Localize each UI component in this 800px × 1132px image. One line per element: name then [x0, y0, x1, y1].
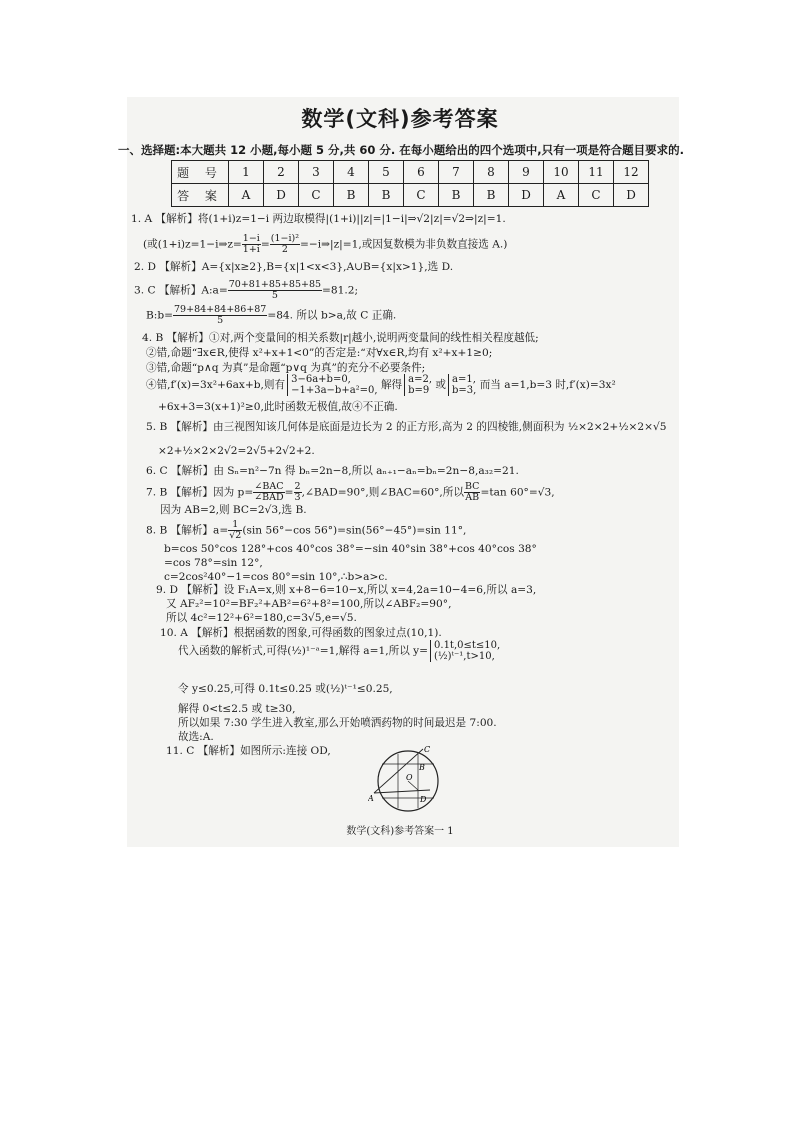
question-number: 4 — [334, 161, 369, 184]
question-number: 11 — [579, 161, 614, 184]
solution-q8-line3: =cos 78°=sin 12°, — [164, 557, 263, 569]
text: (或(1+i)z=1−i⇒z= — [143, 238, 242, 251]
solution-q9-line2: 又 AF₂²=10²=BF₂²+AB²=6²+8²=100,所以∠ABF₂=90°, — [166, 598, 452, 610]
text: 或 — [435, 379, 447, 391]
denominator: 1+i — [242, 244, 260, 255]
label-a: A — [368, 794, 374, 803]
solution-q1-line1: 1. A 【解析】将(1+i)z=1−i 两边取模得|(1+i)||z|=|1−i|⇒√2|z|=√2⇒|z|=1. — [131, 213, 506, 225]
text: ④错,f′(x)=3x²+6ax+b,则有 — [146, 379, 286, 391]
solution-q8-line1 — [146, 520, 466, 541]
answer-cell: A — [229, 184, 264, 207]
question-number: 5 — [369, 161, 404, 184]
denominator: 2 — [281, 244, 288, 255]
denominator: 5 — [271, 290, 278, 301]
solution-q3-line1 — [134, 280, 358, 301]
numerator: (1−i)² — [270, 233, 299, 244]
equation: b=9 — [408, 385, 430, 396]
solution-q3-line2 — [146, 305, 396, 326]
question-number: 2 — [264, 161, 299, 184]
answer-cell: B — [334, 184, 369, 207]
solution-q4-line5: +6x+3=3(x+1)²≥0,此时函数无极值,故④不正确. — [158, 401, 398, 413]
fraction — [294, 482, 302, 503]
equation-system — [287, 374, 378, 396]
answer-cell: D — [614, 184, 649, 207]
text: (sin 56°−cos 56°)=sin(56°−45°)=sin 11°, — [242, 524, 467, 537]
numerator: ∠BAC — [254, 481, 284, 492]
text: 解得 — [380, 379, 403, 391]
numerator: 2 — [294, 481, 301, 492]
question-number: 7 — [439, 161, 474, 184]
question-number: 6 — [404, 161, 439, 184]
fraction — [228, 520, 242, 541]
text: = — [260, 238, 270, 251]
numerator: 79+84+84+86+87 — [174, 304, 267, 315]
solution-q1-line2 — [143, 234, 507, 255]
answer-table — [171, 160, 649, 207]
text: 7. B 【解析】因为 p= — [146, 486, 254, 499]
numerator: 70+81+85+85+85 — [228, 279, 322, 290]
numerator: BC — [465, 481, 480, 492]
answer-table-answer-row — [172, 184, 649, 207]
answer-cell: B — [439, 184, 474, 207]
solution-q4-line1: 4. B 【解析】①对,两个变量间的相关系数|r|越小,说明两变量间的线性相关程度越低; — [142, 332, 539, 344]
answer-cell: C — [579, 184, 614, 207]
text: 8. B 【解析】a= — [146, 524, 229, 537]
fraction — [253, 482, 284, 503]
solution-q9-line1: 9. D 【解析】设 F₁A=x,则 x+8−6=10−x,所以 x=4,2a=10−4=6,所以 a=3, — [156, 584, 537, 596]
denominator: 3 — [294, 492, 301, 503]
denominator: 5 — [217, 315, 224, 326]
solution-q2: 2. D 【解析】A={x|x≥2},B={x|1<x<3},A∪B={x|x>1},选 D. — [134, 261, 454, 273]
equation: −1+3a−b+a²=0, — [291, 385, 378, 396]
label-b: B — [419, 763, 425, 772]
answer-cell: B — [369, 184, 404, 207]
solution-set — [448, 374, 476, 396]
piecewise-function — [430, 640, 500, 662]
solution-q10-line2 — [178, 640, 500, 662]
equation: b=3, — [452, 385, 477, 396]
fraction — [464, 482, 480, 503]
question-number: 3 — [299, 161, 334, 184]
answer-table-number-row — [172, 161, 649, 184]
text: 而当 a=1,b=3 时,f′(x)=3x² — [479, 379, 616, 391]
solution-q4-line3: ③错,命题“p∧q 为真”是命题“p∨q 为真”的充分不必要条件; — [146, 362, 426, 374]
text: = — [284, 486, 294, 499]
row-label-answer: 答 案 — [172, 184, 229, 207]
solution-q6: 6. C 【解析】由 Sₙ=n²−7n 得 bₙ=2n−8,所以 aₙ₊₁−aₙ=bₙ=2n−8,a₃₂=21. — [146, 465, 519, 477]
solution-q10-line3: 令 y≤0.25,可得 0.1t≤0.25 或(½)ᵗ⁻¹≤0.25, — [178, 683, 393, 695]
equation: a=1, — [452, 374, 476, 385]
solution-q10-line6: 故选:A. — [178, 731, 214, 743]
solution-q7-line2: 因为 AB=2,则 BC=2√3,选 B. — [160, 504, 307, 516]
text: ,∠BAD=90°,则∠BAC=60°,所以 — [301, 486, 464, 499]
text: =81.2; — [322, 284, 359, 297]
text: B:b= — [146, 309, 174, 322]
solution-q5-line2: ×2+½×2×2√2=2√5+2√2+2. — [158, 445, 315, 457]
solution-q5-line1: 5. B 【解析】由三视图知该几何体是底面是边长为 2 的正方形,高为 2 的四棱锥,侧面积为 ½×2×2+½×2×√5 — [146, 421, 667, 433]
fraction — [228, 280, 322, 301]
question-number: 8 — [474, 161, 509, 184]
line-od — [408, 781, 418, 790]
text: 3. C 【解析】A:a= — [134, 284, 228, 297]
solution-q8-line4: c=2cos²40°−1=cos 80°=sin 10°,∴b>a>c. — [164, 571, 388, 583]
solution-q4-line4 — [146, 374, 616, 396]
solution-q10-line1: 10. A 【解析】根据函数的图象,可得函数的图象过点(10,1). — [160, 627, 442, 639]
answer-cell: D — [509, 184, 544, 207]
geometry-figure — [368, 744, 448, 818]
solution-q4-line2: ②错,命题“∃x∈R,使得 x²+x+1<0”的否定是:“对∀x∈R,均有 x²+x+1≥0; — [146, 347, 493, 359]
text: =84. 所以 b>a,故 C 正确. — [267, 309, 397, 322]
fraction — [242, 234, 261, 255]
solution-q9-line3: 所以 4c²=12²+6²=180,c=3√5,e=√5. — [166, 612, 357, 624]
numerator: 1−i — [242, 233, 260, 244]
line-ad — [374, 790, 430, 793]
denominator: ∠BAD — [254, 492, 284, 503]
page-footer: 数学(文科)参考答案一 1 — [346, 826, 454, 837]
piece: (½)ᵗ⁻¹,t>10, — [434, 651, 495, 662]
answer-cell: C — [299, 184, 334, 207]
question-number: 10 — [544, 161, 579, 184]
piece: 0.1t,0≤t≤10, — [434, 640, 501, 651]
fraction — [173, 305, 267, 326]
row-label-number: 题 号 — [172, 161, 229, 184]
question-number: 12 — [614, 161, 649, 184]
label-o: O — [406, 773, 413, 782]
line-ac — [374, 749, 423, 793]
fraction — [270, 234, 300, 255]
text: =tan 60°=√3, — [480, 486, 555, 499]
question-number: 1 — [229, 161, 264, 184]
solution-set — [404, 374, 432, 396]
solution-q11: 11. C 【解析】如图所示:连接 OD, — [166, 745, 331, 757]
solution-q10-line5: 所以如果 7:30 学生进入教室,那么开始喷洒药物的时间最迟是 7:00. — [178, 717, 497, 729]
solution-q7-line1 — [146, 482, 555, 503]
label-c: C — [424, 745, 431, 754]
section-1-header: 一、选择题:本大题共 12 小题,每小题 5 分,共 60 分. 在每小题给出的四个选项中,只有一项是符合题目要求的. — [118, 143, 684, 157]
answer-cell: A — [544, 184, 579, 207]
text: 代入函数的解析式,可得(½)¹⁻ᵃ=1,解得 a=1,所以 y= — [178, 645, 429, 657]
page-title: 数学(文科)参考答案 — [301, 107, 499, 131]
question-number: 9 — [509, 161, 544, 184]
equation: 3−6a+b=0, — [291, 374, 351, 385]
label-d: D — [420, 795, 427, 804]
text: =−i⇒|z|=1,或因复数模为非负数直接选 A.) — [300, 238, 508, 251]
answer-cell: C — [404, 184, 439, 207]
answer-cell: B — [474, 184, 509, 207]
numerator: 1 — [228, 520, 242, 531]
answer-cell: D — [264, 184, 299, 207]
equation: a=2, — [408, 374, 433, 385]
solution-q10-line4: 解得 0<t≤2.5 或 t≥30, — [178, 703, 296, 715]
solution-q8-line2: b=cos 50°cos 128°+cos 40°cos 38°=−sin 40°sin 38°+cos 40°cos 38° — [164, 543, 537, 555]
denominator: √2 — [229, 530, 242, 541]
denominator: AB — [465, 492, 480, 503]
